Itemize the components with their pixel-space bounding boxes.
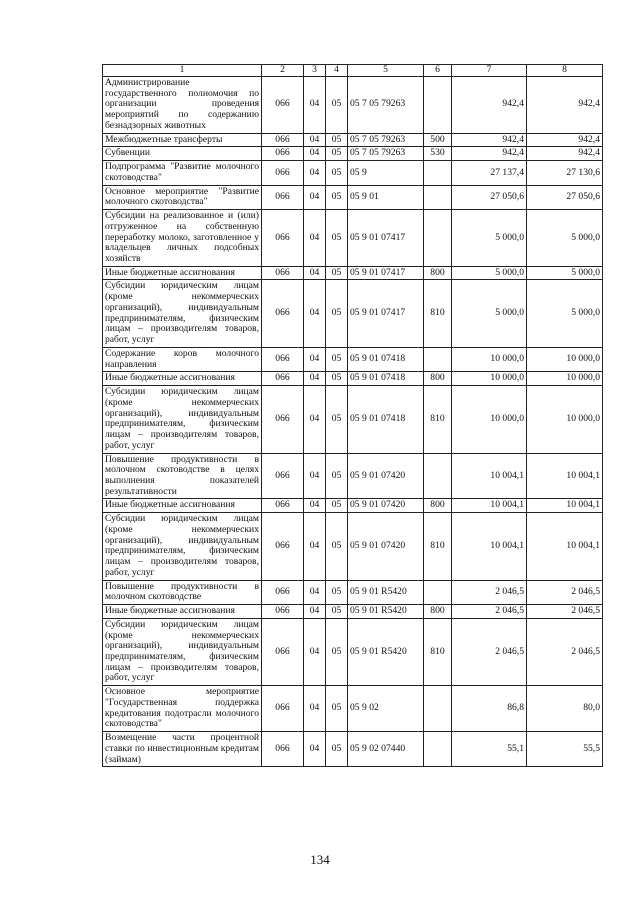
target-article-cell: 05 9 01 R5420	[348, 605, 424, 619]
row-name-cell: Иные бюджетные ассигнования	[103, 605, 262, 619]
target-article-cell: 05 7 05 79263	[348, 133, 424, 147]
row-name-cell: Подпрограмма "Развитие молочного скотоводства"	[103, 161, 262, 185]
target-article-cell: 05 9 01 07418	[348, 386, 424, 453]
table-row	[103, 605, 603, 619]
ved-code-cell: 066	[262, 266, 304, 280]
row-name-cell: Содержание коров молочного направления	[103, 347, 262, 371]
amount-year1-cell: 5 000,0	[452, 266, 527, 280]
amount-year1-cell: 10 000,0	[452, 372, 527, 386]
amount-year2-cell: 2 046,5	[527, 618, 603, 685]
table-row	[103, 386, 603, 453]
expense-type-cell	[424, 686, 452, 732]
target-article-cell: 05 9 01 07418	[348, 372, 424, 386]
ved-code-cell: 066	[262, 372, 304, 386]
expense-type-cell: 810	[424, 386, 452, 453]
table-row	[103, 147, 603, 161]
subsection-code-cell: 05	[326, 605, 348, 619]
amount-year2-cell: 942,4	[527, 133, 603, 147]
amount-year1-cell: 5 000,0	[452, 280, 527, 347]
ved-code-cell: 066	[262, 618, 304, 685]
ved-code-cell: 066	[262, 147, 304, 161]
amount-year1-cell: 2 046,5	[452, 618, 527, 685]
table-row	[103, 347, 603, 371]
ved-code-cell: 066	[262, 386, 304, 453]
page-number: 134	[310, 852, 330, 867]
ved-code-cell: 066	[262, 133, 304, 147]
expense-type-cell: 800	[424, 499, 452, 513]
expense-type-cell	[424, 77, 452, 134]
amount-year2-cell: 2 046,5	[527, 605, 603, 619]
row-name-cell: Повышение продуктивности в молочном скотоводстве в целях выполнения показателей результативности	[103, 453, 262, 499]
amount-year2-cell: 27 130,6	[527, 161, 603, 185]
section-code-cell: 04	[304, 605, 326, 619]
table-row	[103, 580, 603, 604]
table-row	[103, 618, 603, 685]
subsection-code-cell: 05	[326, 513, 348, 580]
amount-year1-cell: 27 050,6	[452, 185, 527, 209]
row-name-cell: Основное мероприятие "Развитие молочного скотоводства"	[103, 185, 262, 209]
table-body	[103, 77, 603, 767]
column-header: 3	[304, 65, 326, 77]
subsection-code-cell: 05	[326, 77, 348, 134]
section-code-cell: 04	[304, 372, 326, 386]
amount-year1-cell: 942,4	[452, 133, 527, 147]
amount-year2-cell: 80,0	[527, 686, 603, 732]
table-row	[103, 513, 603, 580]
column-header: 1	[103, 65, 262, 77]
column-header: 8	[527, 65, 603, 77]
ved-code-cell: 066	[262, 161, 304, 185]
row-name-cell: Субсидии юридическим лицам (кроме некоммерческих организаций), индивидуальным предпринимателям, физическим лицам – производителям товаров, работ, услуг	[103, 280, 262, 347]
target-article-cell: 05 9 01 07420	[348, 513, 424, 580]
row-name-cell: Межбюджетные трансферты	[103, 133, 262, 147]
target-article-cell: 05 7 05 79263	[348, 147, 424, 161]
section-code-cell: 04	[304, 513, 326, 580]
target-article-cell: 05 7 05 79263	[348, 77, 424, 134]
section-code-cell: 04	[304, 580, 326, 604]
section-code-cell: 04	[304, 210, 326, 267]
row-name-cell: Субсидии юридическим лицам (кроме некоммерческих организаций), индивидуальным предпринимателям, физическим лицам – производителям товаров, работ, услуг	[103, 618, 262, 685]
expense-type-cell	[424, 185, 452, 209]
section-code-cell: 04	[304, 347, 326, 371]
expense-type-cell: 800	[424, 605, 452, 619]
table-row	[103, 185, 603, 209]
table-row	[103, 453, 603, 499]
table-row	[103, 372, 603, 386]
table-row	[103, 161, 603, 185]
section-code-cell: 04	[304, 618, 326, 685]
amount-year2-cell: 2 046,5	[527, 580, 603, 604]
subsection-code-cell: 05	[326, 386, 348, 453]
ved-code-cell: 066	[262, 580, 304, 604]
amount-year2-cell: 5 000,0	[527, 210, 603, 267]
section-code-cell: 04	[304, 161, 326, 185]
subsection-code-cell: 05	[326, 686, 348, 732]
subsection-code-cell: 05	[326, 580, 348, 604]
ved-code-cell: 066	[262, 686, 304, 732]
subsection-code-cell: 05	[326, 618, 348, 685]
section-code-cell: 04	[304, 453, 326, 499]
amount-year1-cell: 27 137,4	[452, 161, 527, 185]
ved-code-cell: 066	[262, 732, 304, 767]
row-name-cell: Иные бюджетные ассигнования	[103, 266, 262, 280]
ved-code-cell: 066	[262, 453, 304, 499]
amount-year1-cell: 10 004,1	[452, 513, 527, 580]
ved-code-cell: 066	[262, 77, 304, 134]
target-article-cell: 05 9 01 R5420	[348, 618, 424, 685]
table-row	[103, 77, 603, 134]
ved-code-cell: 066	[262, 185, 304, 209]
table-row	[103, 280, 603, 347]
subsection-code-cell: 05	[326, 147, 348, 161]
target-article-cell: 05 9 01	[348, 185, 424, 209]
table-row	[103, 266, 603, 280]
amount-year2-cell: 5 000,0	[527, 280, 603, 347]
subsection-code-cell: 05	[326, 453, 348, 499]
subsection-code-cell: 05	[326, 347, 348, 371]
subsection-code-cell: 05	[326, 133, 348, 147]
column-header: 2	[262, 65, 304, 77]
subsection-code-cell: 05	[326, 185, 348, 209]
column-header: 6	[424, 65, 452, 77]
amount-year1-cell: 10 004,1	[452, 499, 527, 513]
expense-type-cell	[424, 453, 452, 499]
column-header: 7	[452, 65, 527, 77]
amount-year1-cell: 55,1	[452, 732, 527, 767]
table-row	[103, 732, 603, 767]
amount-year2-cell: 10 004,1	[527, 453, 603, 499]
row-name-cell: Возмещение части процентной ставки по инвестиционным кредитам (займам)	[103, 732, 262, 767]
row-name-cell: Субсидии юридическим лицам (кроме некоммерческих организаций), индивидуальным предпринимателям, физическим лицам – производителям товаров, работ, услуг	[103, 386, 262, 453]
row-name-cell: Субвенции	[103, 147, 262, 161]
section-code-cell: 04	[304, 499, 326, 513]
subsection-code-cell: 05	[326, 280, 348, 347]
expense-type-cell	[424, 732, 452, 767]
amount-year1-cell: 5 000,0	[452, 210, 527, 267]
section-code-cell: 04	[304, 147, 326, 161]
amount-year2-cell: 10 000,0	[527, 347, 603, 371]
section-code-cell: 04	[304, 185, 326, 209]
expense-type-cell	[424, 580, 452, 604]
section-code-cell: 04	[304, 77, 326, 134]
amount-year1-cell: 10 000,0	[452, 386, 527, 453]
amount-year1-cell: 2 046,5	[452, 580, 527, 604]
ved-code-cell: 066	[262, 347, 304, 371]
expense-type-cell: 810	[424, 280, 452, 347]
target-article-cell: 05 9 02 07440	[348, 732, 424, 767]
expense-type-cell: 810	[424, 513, 452, 580]
subsection-code-cell: 05	[326, 210, 348, 267]
section-code-cell: 04	[304, 386, 326, 453]
target-article-cell: 05 9 01 07420	[348, 453, 424, 499]
ved-code-cell: 066	[262, 499, 304, 513]
section-code-cell: 04	[304, 266, 326, 280]
column-header: 5	[348, 65, 424, 77]
amount-year2-cell: 10 000,0	[527, 386, 603, 453]
amount-year1-cell: 942,4	[452, 77, 527, 134]
amount-year2-cell: 5 000,0	[527, 266, 603, 280]
table-header	[103, 65, 603, 77]
amount-year2-cell: 10 000,0	[527, 372, 603, 386]
section-code-cell: 04	[304, 686, 326, 732]
amount-year2-cell: 942,4	[527, 77, 603, 134]
amount-year2-cell: 10 004,1	[527, 513, 603, 580]
subsection-code-cell: 05	[326, 266, 348, 280]
target-article-cell: 05 9 01 07417	[348, 266, 424, 280]
section-code-cell: 04	[304, 280, 326, 347]
expense-type-cell	[424, 161, 452, 185]
target-article-cell: 05 9 01 07417	[348, 210, 424, 267]
table-row	[103, 686, 603, 732]
budget-table	[102, 64, 603, 767]
amount-year1-cell: 86,8	[452, 686, 527, 732]
table-row	[103, 133, 603, 147]
target-article-cell: 05 9	[348, 161, 424, 185]
expense-type-cell: 500	[424, 133, 452, 147]
amount-year2-cell: 27 050,6	[527, 185, 603, 209]
subsection-code-cell: 05	[326, 372, 348, 386]
row-name-cell: Иные бюджетные ассигнования	[103, 499, 262, 513]
ved-code-cell: 066	[262, 210, 304, 267]
expense-type-cell	[424, 210, 452, 267]
expense-type-cell: 530	[424, 147, 452, 161]
subsection-code-cell: 05	[326, 161, 348, 185]
expense-type-cell: 810	[424, 618, 452, 685]
header-row	[103, 65, 603, 77]
amount-year2-cell: 10 004,1	[527, 499, 603, 513]
amount-year1-cell: 2 046,5	[452, 605, 527, 619]
target-article-cell: 05 9 01 07420	[348, 499, 424, 513]
table-row	[103, 499, 603, 513]
amount-year1-cell: 942,4	[452, 147, 527, 161]
table-row	[103, 210, 603, 267]
target-article-cell: 05 9 01 07417	[348, 280, 424, 347]
row-name-cell: Иные бюджетные ассигнования	[103, 372, 262, 386]
amount-year1-cell: 10 004,1	[452, 453, 527, 499]
section-code-cell: 04	[304, 133, 326, 147]
expense-type-cell: 800	[424, 266, 452, 280]
amount-year2-cell: 55,5	[527, 732, 603, 767]
row-name-cell: Повышение продуктивности в молочном скотоводстве	[103, 580, 262, 604]
expense-type-cell: 800	[424, 372, 452, 386]
row-name-cell: Основное мероприятие "Государственная поддержка кредитования подотрасли молочного скотоводства"	[103, 686, 262, 732]
column-header: 4	[326, 65, 348, 77]
expense-type-cell	[424, 347, 452, 371]
row-name-cell: Субсидии на реализованное и (или) отгруженное на собственную переработку молоко, заготовленное у владельцев личных подсобных хозяйств	[103, 210, 262, 267]
row-name-cell: Администрирование государственного полномочия по организации проведения мероприятий по содержанию безнадзорных животных	[103, 77, 262, 134]
amount-year2-cell: 942,4	[527, 147, 603, 161]
target-article-cell: 05 9 01 R5420	[348, 580, 424, 604]
target-article-cell: 05 9 02	[348, 686, 424, 732]
ved-code-cell: 066	[262, 513, 304, 580]
target-article-cell: 05 9 01 07418	[348, 347, 424, 371]
amount-year1-cell: 10 000,0	[452, 347, 527, 371]
row-name-cell: Субсидии юридическим лицам (кроме некоммерческих организаций), индивидуальным предпринимателям, физическим лицам – производителям товаров, работ, услуг	[103, 513, 262, 580]
section-code-cell: 04	[304, 732, 326, 767]
subsection-code-cell: 05	[326, 499, 348, 513]
subsection-code-cell: 05	[326, 732, 348, 767]
ved-code-cell: 066	[262, 280, 304, 347]
ved-code-cell: 066	[262, 605, 304, 619]
